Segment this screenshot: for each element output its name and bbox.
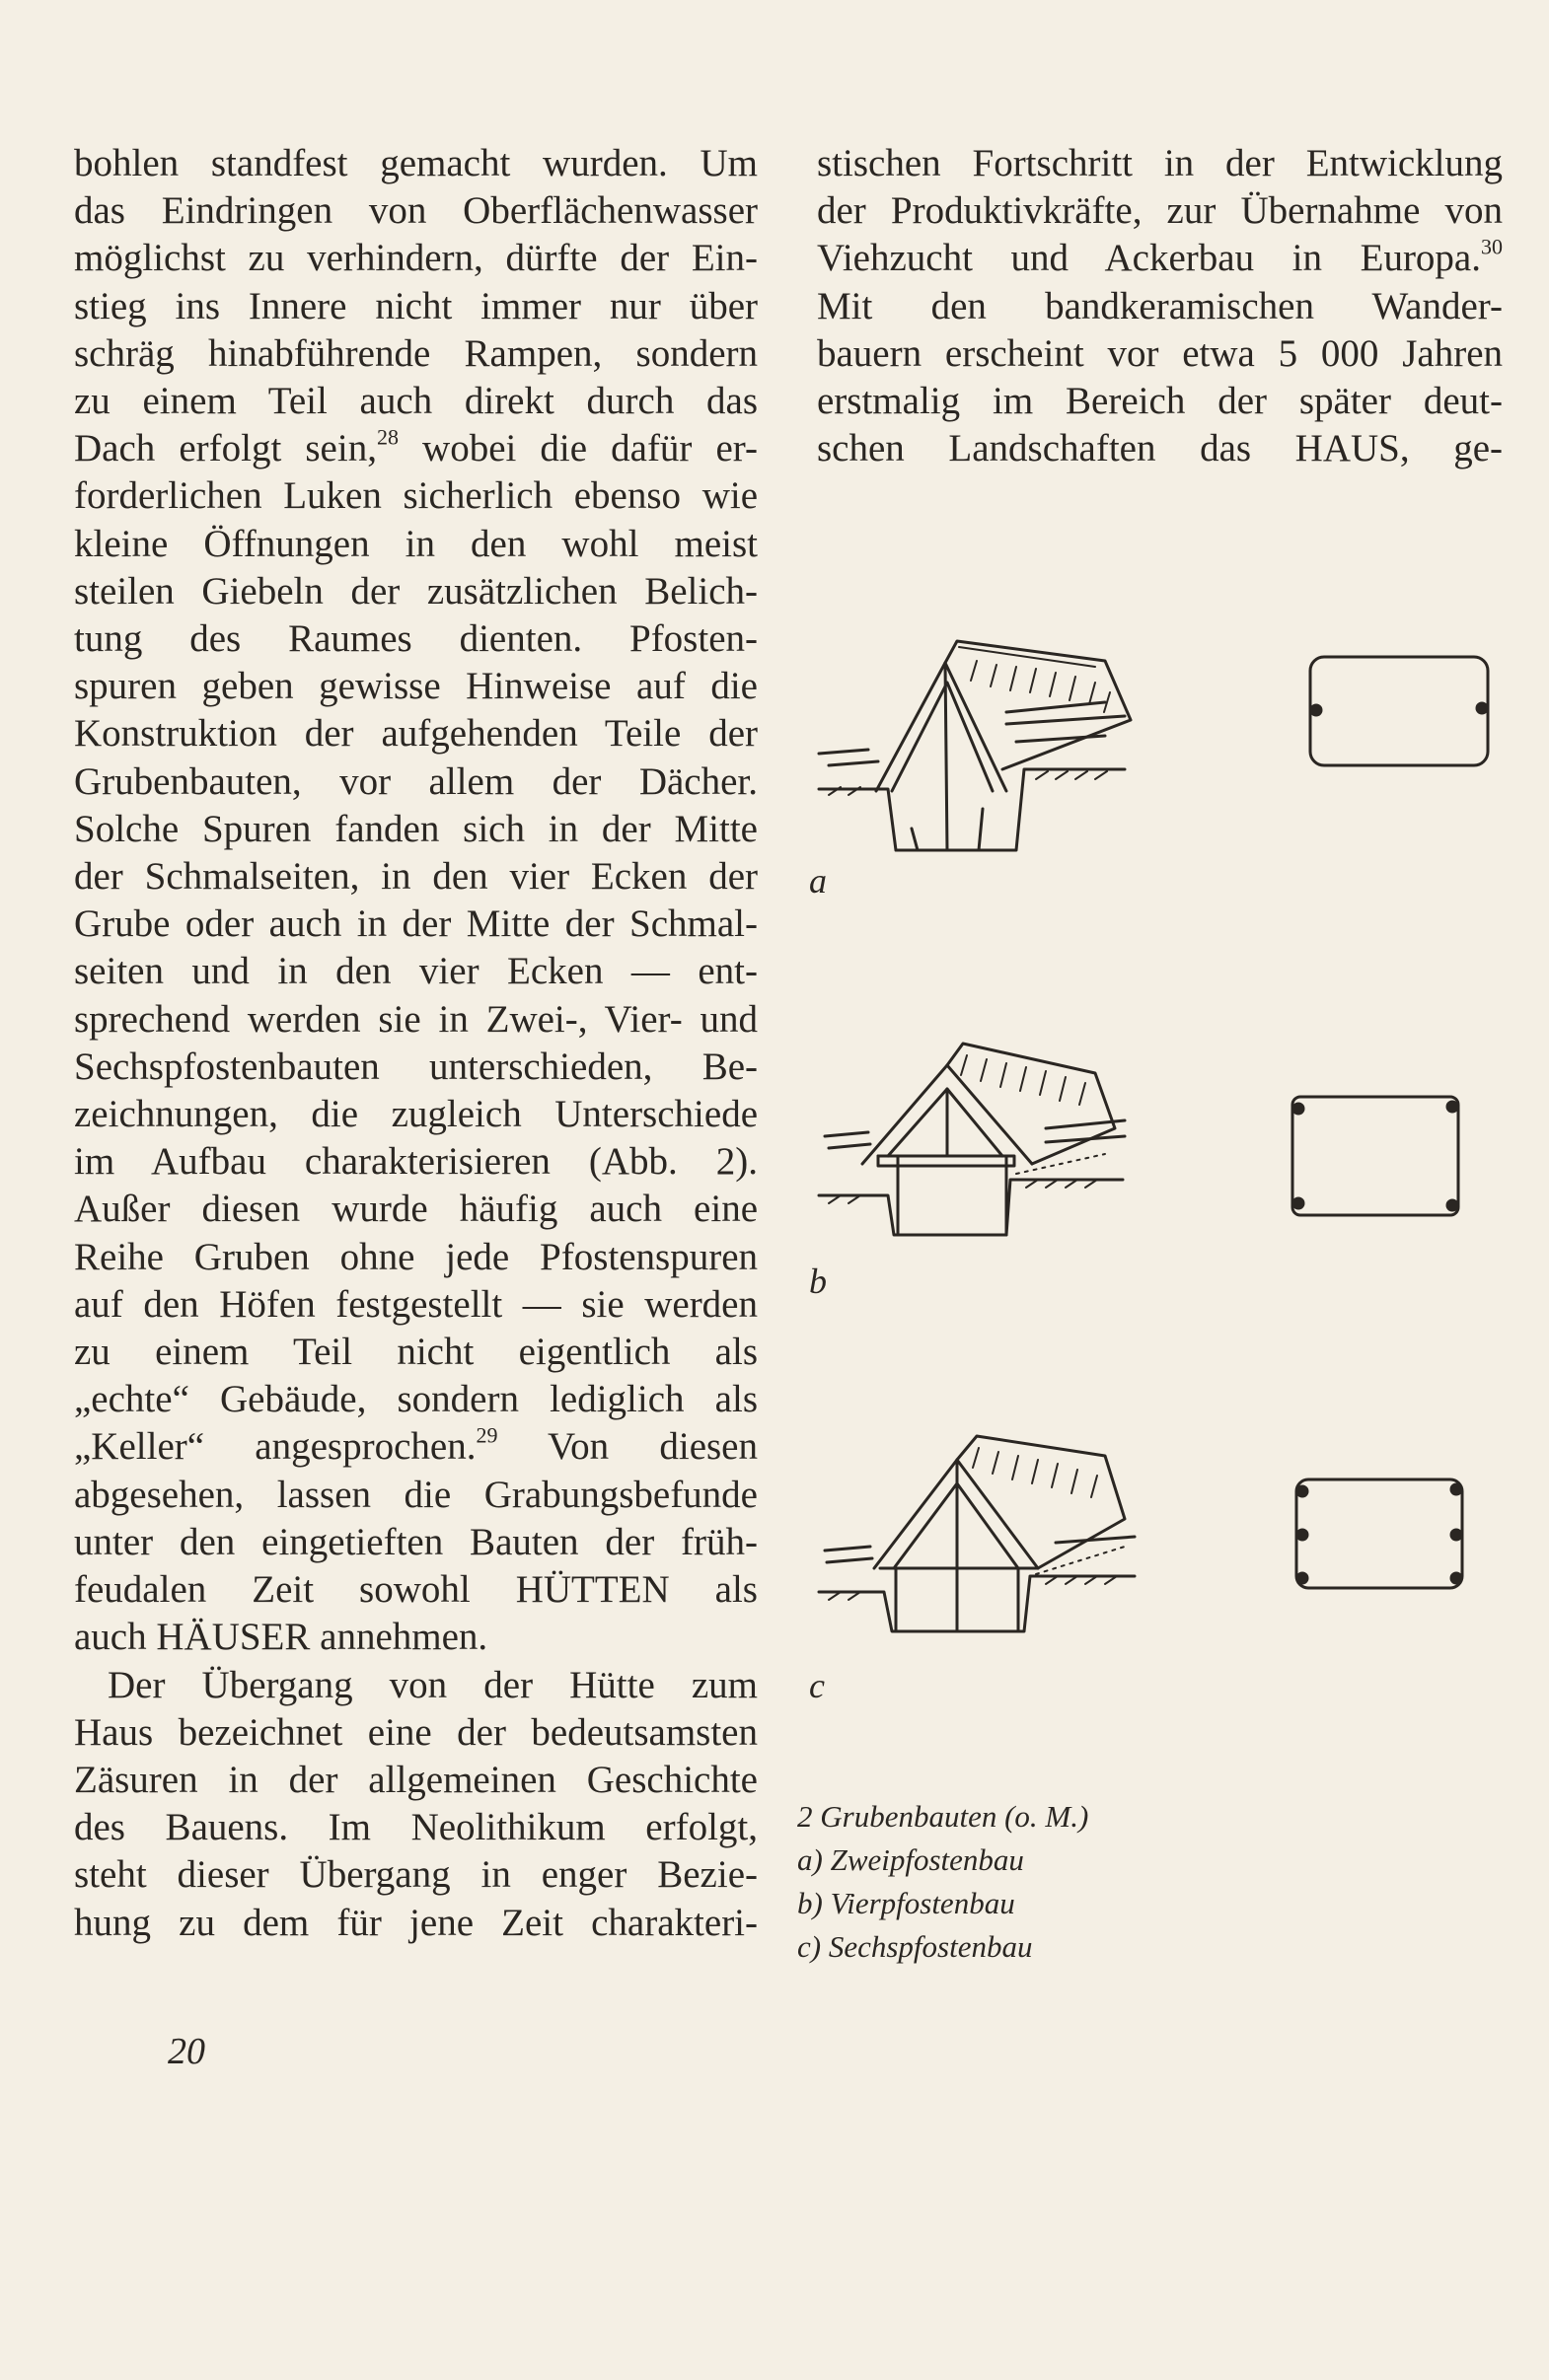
right-text-column (817, 140, 1503, 472)
text-line-with-footnote: Viehzucht und Ackerbau in Europa.$^{30}$ (817, 234, 1503, 280)
text-line: steht dieser Übergang in enger Bezie- (74, 1853, 758, 1897)
text-line: schräg hinabführende Rampen, sondern (74, 331, 758, 375)
text-line: zeichnungen, die zugleich Unterschiede (74, 1093, 758, 1136)
text-line: erstmalig im Bereich der später deut- (817, 380, 1503, 423)
text-line: schen Landschaften das HAUS, ge- (817, 427, 1503, 470)
figure-label-a: a (809, 861, 827, 901)
text-line: sprechend werden sie in Zwei-, Vier- und (74, 997, 758, 1041)
text-line: Solche Spuren fanden sich in der Mitte (74, 807, 758, 850)
paragraph-2 (74, 1662, 758, 1947)
text-line: feudalen Zeit sowohl HÜTTEN als (74, 1568, 758, 1612)
text-line: bohlen standfest gemacht wurden. Um (74, 142, 758, 184)
pit-house-drawing (809, 1420, 1519, 1657)
caption-item: b) Vierpfostenbau (797, 1886, 1015, 1920)
text-line: auch HÄUSER annehmen. (74, 1616, 488, 1659)
text-line: möglichst zu verhindern, dürfte der Ein- (74, 237, 758, 280)
page-number: 20 (168, 2031, 205, 2072)
paragraph-1 (74, 140, 758, 1662)
text-line: seiten und in den vier Ecken — ent- (74, 950, 758, 993)
figure-label-b: b (809, 1262, 827, 1301)
footnote-marker: 28 (376, 424, 399, 450)
text-line: tung des Raumes dienten. Pfosten- (74, 617, 758, 661)
text-line: Haus bezeichnet eine der bedeutsamsten (74, 1710, 758, 1754)
figure-c-sechspfostenbau (809, 1420, 1519, 1657)
pit-house-drawing (809, 621, 1519, 917)
text-line: steilen Giebeln der zusätzlichen Belich- (74, 569, 758, 613)
caption-title: 2 Grubenbauten (o. M.) (797, 1799, 1089, 1834)
text-line: des Bauens. Im Neolithikum erfolgt, (74, 1806, 758, 1849)
text-line: Konstruktion der aufgehenden Teile der (74, 712, 758, 756)
text-line: Reihe Gruben ohne jede Pfostenspuren (74, 1235, 758, 1278)
text-line: im Aufbau charakterisieren (Abb. 2). (74, 1140, 758, 1184)
text-line: kleine Öffnungen in den wohl meist (74, 522, 758, 565)
text-line: Außer diesen wurde häufig auch eine (74, 1188, 758, 1231)
text-line: spuren geben gewisse Hinweise auf die (74, 665, 758, 708)
figure-caption (797, 1795, 1088, 1969)
text-line: der Schmalseiten, in den vier Ecken der (74, 855, 758, 899)
footnote-marker: 29 (476, 1422, 498, 1448)
text-line: Mit den bandkeramischen Wander- (817, 284, 1503, 327)
text-line: das Eindringen von Oberflächenwasser (74, 189, 758, 233)
text-line: stieg ins Innere nicht immer nur über (74, 284, 758, 327)
text-line: auf den Höfen festgestellt — sie werden (74, 1282, 758, 1326)
text-line: forderlichen Luken sicherlich ebenso wie (74, 474, 758, 518)
caption-item: a) Zweipfostenbau (797, 1842, 1024, 1877)
figure-b-vierpfostenbau (809, 1026, 1519, 1262)
text-line: unter den eingetieften Bauten der früh- (74, 1520, 758, 1563)
text-line: Grubenbauten, vor allem der Dächer. (74, 759, 758, 803)
caption-item: c) Sechspfostenbau (797, 1929, 1033, 1964)
text-line: hung zu dem für jene Zeit charakteri- (74, 1901, 758, 1944)
text-line: zu einem Teil nicht eigentlich als (74, 1331, 758, 1374)
text-line: zu einem Teil auch direkt durch das (74, 380, 758, 423)
text-line: Der Übergang von der Hütte zum (108, 1663, 758, 1706)
text-line: der Produktivkräfte, zur Übernahme von (817, 189, 1503, 233)
text-line: Zäsuren in der allgemeinen Geschichte (74, 1758, 758, 1801)
left-text-column (74, 140, 758, 1947)
text-line-with-footnote: Dach erfolgt sein,$^{28}$ wobei die dafür er- (74, 424, 758, 470)
figure-a-zweipfostenbau (809, 621, 1519, 917)
text-line: bauern erscheint vor etwa 5 000 Jahren (817, 331, 1503, 375)
text-line: Grube oder auch in der Mitte der Schmal- (74, 902, 758, 946)
text-line: abgesehen, lassen die Grabungsbefunde (74, 1473, 758, 1516)
text-line: stischen Fortschritt in der Entwicklung (817, 142, 1503, 184)
pit-house-drawing (809, 1026, 1519, 1262)
footnote-marker: 30 (1481, 234, 1503, 259)
text-line-with-footnote: „Keller“ angesprochen.$^{29}$ Von diesen (74, 1422, 758, 1469)
figure-label-c: c (809, 1666, 825, 1705)
text-line: „echte“ Gebäude, sondern lediglich als (74, 1378, 758, 1421)
text-line: Sechspfostenbauten unterschieden, Be- (74, 1045, 758, 1088)
